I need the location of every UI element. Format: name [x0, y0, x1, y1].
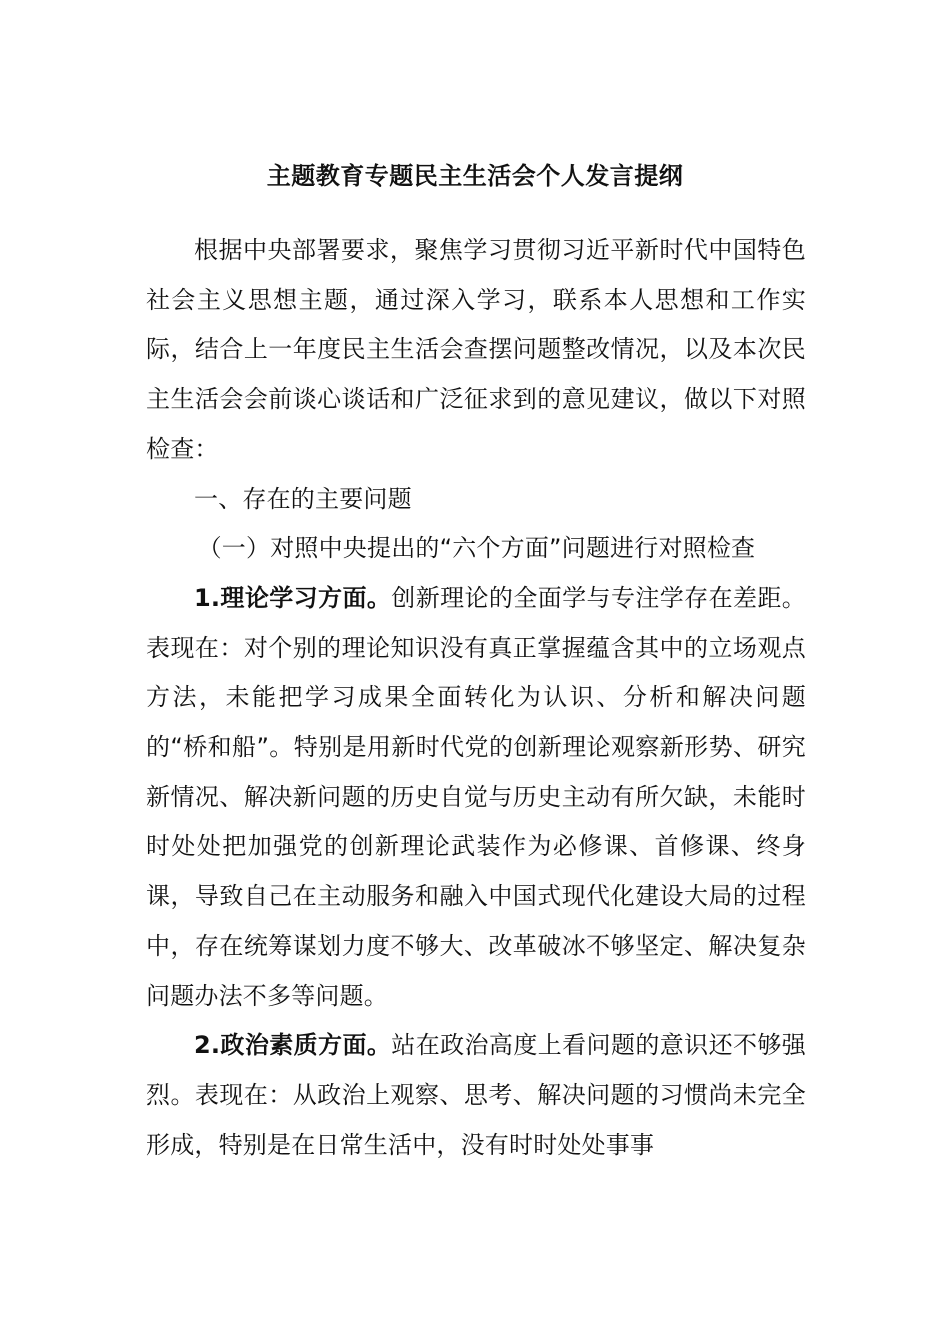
item-text-2: 站在政治高度上看问题的意识还不够强烈。表现在：从政治上观察、思考、解决问题的习惯尚未完全形成，特别是在日常生活中，没有时时处处事事: [146, 1031, 806, 1159]
item-label-1: 1.理论学习方面。: [194, 583, 392, 612]
item-paragraph-1: [146, 574, 806, 1021]
document-title: 主题教育专题民主生活会个人发言提纲: [266, 162, 684, 190]
item-text-1: 创新理论的全面学与专注学存在差距。表现在：对个别的理论知识没有真正掌握蕴含其中的立场观点方法，未能把学习成果全面转化为认识、分析和解决问题的“桥和船”。特别是用新时代党的创新理论观察新形势、研究新情况、解决新问题的历史自觉与历史主动有所欠缺，未能时时处处把加强党的创新理论武装作为必修课、首修课、终身课，导致自己在主动服务和融入中国式现代化建设大局的过程中，存在统筹谋划力度不够大、改革破冰不够坚定、解决复杂问题办法不多等问题。: [146, 583, 806, 1010]
subsection-heading: （一）对照中央提出的“六个方面”问题进行对照检查: [197, 534, 756, 563]
section-heading: 一、存在的主要问题: [194, 484, 412, 513]
document-body: [146, 226, 806, 1170]
item-paragraph-2: [146, 1021, 806, 1170]
intro-paragraph: 根据中央部署要求，聚焦学习贯彻习近平新时代中国特色社会主义思想主题，通过深入学习，联系本人思想和工作实际，结合上一年度民主生活会查摆问题整改情况，以及本次民主生活会会前谈心谈话和广泛征求到的意见建议，做以下对照检查：: [146, 236, 806, 463]
item-label-2: 2.政治素质方面。: [194, 1031, 392, 1060]
